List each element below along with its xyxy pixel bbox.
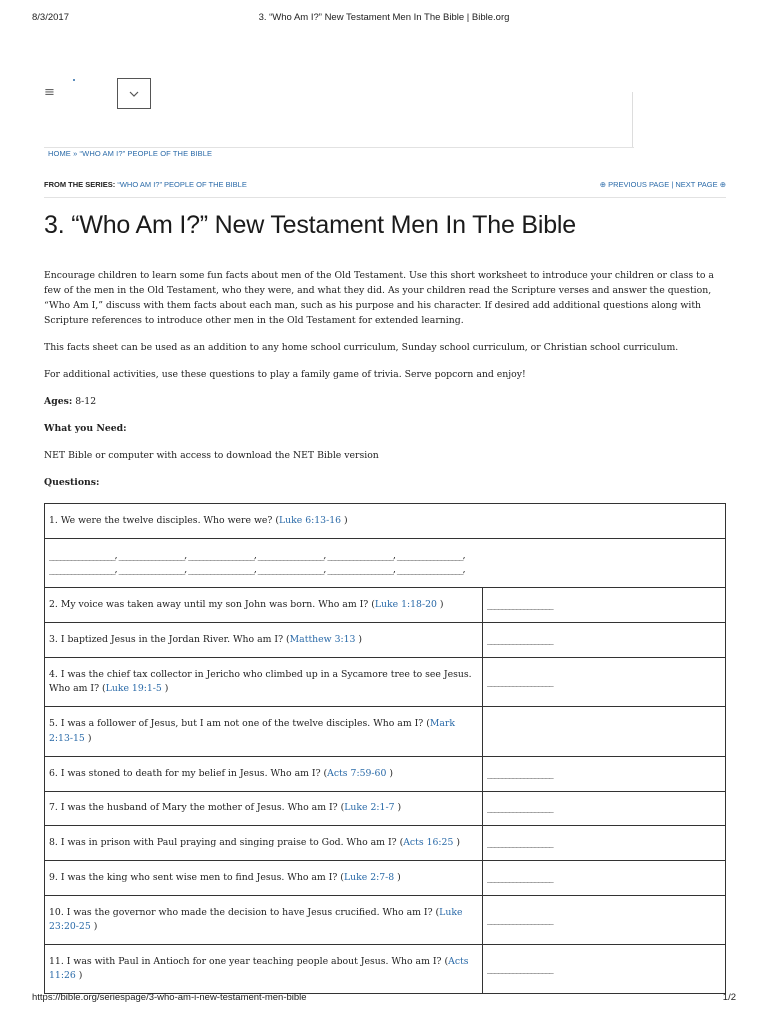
answer-cell <box>45 539 726 588</box>
page-nav <box>600 180 726 189</box>
scripture-link[interactable]: Luke 19:1-5 <box>105 683 162 694</box>
scripture-link[interactable]: Luke 23:20-25 <box>49 906 463 932</box>
intro-paragraph: Encourage children to learn some fun facts about men of the Old Testament. Use this short worksheet to introduce your children or class to a few of the men in the Old Testament, who they were, and what they did. As your children read the Scripture verses and answer the question, “Who Am I,” discuss with them facts about each man, such as his purpose and his character. If desired add additional questions along with Scripture references to introduce other men in the Old Testament for extended learning. <box>44 270 714 326</box>
table-row <box>45 623 726 658</box>
header-rule <box>44 147 634 148</box>
table-row <box>45 826 726 861</box>
scripture-link[interactable]: Acts 16:25 <box>403 836 454 848</box>
scripture-link[interactable]: Luke 2:1-7 <box>344 802 395 814</box>
table-row <box>45 945 726 994</box>
table-row <box>45 707 726 757</box>
series-rule <box>44 197 726 198</box>
print-footer <box>32 992 736 1006</box>
page-title: 3. “Who Am I?” New Testament Men In The Bible <box>44 211 576 239</box>
scripture-link[interactable]: Luke 1:18-20 <box>374 598 437 610</box>
table-row <box>45 539 726 588</box>
site-header <box>44 78 634 148</box>
series-link[interactable]: “WHO AM I?” PEOPLE OF THE BIBLE <box>117 180 247 189</box>
dropdown-button[interactable] <box>117 78 151 109</box>
scripture-link[interactable]: Acts 7:59-60 <box>327 767 387 779</box>
scripture-link[interactable]: Luke 2:7-8 <box>343 871 395 883</box>
breadcrumb-current[interactable]: “WHO AM I?” PEOPLE OF THE BIBLE <box>79 149 213 158</box>
next-page-link[interactable]: NEXT PAGE ⊕ <box>675 180 726 189</box>
breadcrumb <box>48 149 212 158</box>
answer-cell: __________________ <box>483 945 726 994</box>
print-date: 8/3/2017 <box>32 12 69 23</box>
breadcrumb-separator: » <box>70 149 80 158</box>
previous-page-link[interactable]: ⊕ PREVIOUS PAGE <box>599 180 670 189</box>
page-nav-divider: | <box>669 180 676 189</box>
breadcrumb-home[interactable]: HOME <box>48 149 71 158</box>
intro-paragraph: For additional activities, use these questions to play a family game of trivia. Serve popcorn and enjoy! <box>44 369 526 380</box>
question-cell: 5. I was a follower of Jesus, but I am not one of the twelve disciples. Who am I? (Mark 2:13-15 ) <box>45 707 483 757</box>
table-row <box>45 658 726 707</box>
series-info <box>44 180 247 189</box>
need-heading: What you Need: <box>44 423 127 434</box>
scripture-link[interactable]: Matthew 3:13 <box>289 633 356 645</box>
ages-label: Ages: <box>44 396 73 407</box>
answer-cell: __________________ <box>483 826 726 861</box>
scripture-link[interactable]: Mark 2:13-15 <box>49 718 455 744</box>
ages-value: 8-12 <box>72 396 97 407</box>
question-cell: 6. I was stoned to death for my belief in Jesus. Who am I? (Acts 7:59-60 ) <box>45 757 483 792</box>
question-cell: 11. I was with Paul in Antioch for one year teaching people about Jesus. Who am I? (Acts 11:26 ) <box>45 945 483 994</box>
question-cell: 10. I was the governor who made the decision to have Jesus crucified. Who am I? (Luke 23:20-25 ) <box>45 896 483 945</box>
article-body <box>44 268 726 502</box>
answer-cell: __________________ <box>483 588 726 623</box>
series-label: FROM THE SERIES: <box>44 180 116 189</box>
answer-cell <box>483 707 726 757</box>
answer-blank-line: __________________, __________________, __________________, __________________, __________________, __________________, <box>49 564 465 575</box>
answer-cell: __________________ <box>483 658 726 707</box>
logo-dot <box>73 79 75 81</box>
questions-table <box>44 503 726 994</box>
answer-blank-line: __________________, __________________, __________________, __________________, __________________, __________________, <box>49 549 465 561</box>
answer-cell: __________________ <box>483 861 726 896</box>
table-row <box>45 792 726 826</box>
print-title: 3. “Who Am I?” New Testament Men In The Bible | Bible.org <box>258 12 510 23</box>
scripture-link[interactable]: Luke 6:13-16 <box>278 514 342 526</box>
print-header <box>32 12 736 26</box>
table-row <box>45 896 726 945</box>
question-cell: 1. We were the twelve disciples. Who were we? (Luke 6:13-16 ) <box>45 504 726 539</box>
question-cell: 7. I was the husband of Mary the mother of Jesus. Who am I? (Luke 2:1-7 ) <box>45 792 483 826</box>
answer-cell: __________________ <box>483 896 726 945</box>
questions-heading: Questions: <box>44 477 100 488</box>
table-row <box>45 504 726 539</box>
table-row <box>45 861 726 896</box>
table-row <box>45 588 726 623</box>
question-cell: 3. I baptized Jesus in the Jordan River. Who am I? (Matthew 3:13 ) <box>45 623 483 658</box>
print-url: https://bible.org/seriespage/3-who-am-i-new-testament-men-bible <box>32 992 307 1003</box>
answer-cell: __________________ <box>483 623 726 658</box>
answer-cell: __________________ <box>483 757 726 792</box>
question-cell: 9. I was the king who sent wise men to find Jesus. Who am I? (Luke 2:7-8 ) <box>45 861 483 896</box>
answer-cell: __________________ <box>483 792 726 826</box>
menu-icon[interactable]: ≡ <box>44 85 55 100</box>
intro-paragraph: This facts sheet can be used as an addition to any home school curriculum, Sunday school curriculum, or Christian school curriculum. <box>44 342 679 353</box>
table-row <box>45 757 726 792</box>
need-value: NET Bible or computer with access to download the NET Bible version <box>44 450 379 461</box>
ages-line <box>44 394 726 409</box>
question-cell: 8. I was in prison with Paul praying and singing praise to God. Who am I? (Acts 16:25 ) <box>45 826 483 861</box>
series-bar <box>44 180 726 198</box>
question-cell: 4. I was the chief tax collector in Jericho who climbed up in a Sycamore tree to see Jesus. Who am I? (Luke 19:1-5 ) <box>45 658 483 707</box>
print-page-number: 1/2 <box>722 992 736 1003</box>
header-divider <box>632 92 633 147</box>
scripture-link[interactable]: Acts 11:26 <box>49 955 469 981</box>
question-cell: 2. My voice was taken away until my son John was born. Who am I? (Luke 1:18-20 ) <box>45 588 483 623</box>
chevron-down-icon <box>129 91 139 97</box>
